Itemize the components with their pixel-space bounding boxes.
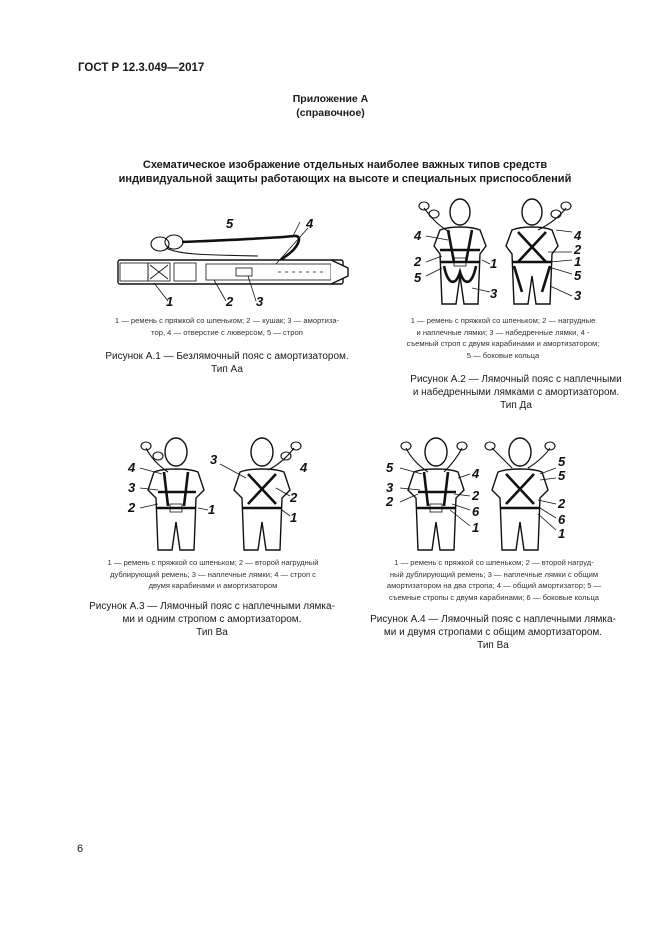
fig-a2-callout-3-back: 3	[574, 288, 582, 303]
fig-a4-callout-6-back: 6	[558, 512, 566, 527]
fig-a1-legend-line: 1 — ремень с пряжкой со шпеньком; 2 — кушак; 3 — амортиза-	[114, 316, 340, 325]
fig-a4-legend-line: съемные стропы с двумя карабинами; 6 — боковые кольца	[388, 592, 600, 602]
fig-a4-legend-line: 1 — ремень с пряжкой со шпеньком; 2 — второй нагруд-	[394, 558, 594, 567]
figure-a3-drawing	[118, 434, 318, 552]
annex-heading	[0, 92, 661, 120]
fig-a2-callout-1-front: 1	[490, 256, 498, 271]
fig-a2-callout-3-front: 3	[490, 286, 498, 301]
fig-a4-legend-line: амортизатором на два стропа; 4 — общий амортизатор; 5 —	[386, 581, 602, 590]
section-title-line-1: Схематическое изображение отдельных наиболее важных типов средств	[142, 159, 548, 171]
fig-a3-legend-line: двумя карабинами и амортизатором	[148, 581, 278, 590]
figure-a2-legend	[388, 315, 618, 361]
fig-a4-callout-3-front: 3	[386, 480, 394, 495]
fig-a1-legend-line: тор, 4 — отверстие с люверсом, 5 — строп	[151, 327, 303, 337]
fig-a3-callout-3-back: 3	[210, 452, 218, 467]
fig-a4-caption-line: ми и двумя стропами с общим амортизатором.	[383, 627, 603, 638]
fig-a2-callout-4-back: 4	[574, 228, 582, 243]
fig-a4-callout-2-back: 2	[558, 496, 566, 511]
annex-subtitle: (справочное)	[296, 107, 365, 119]
figure-a4-legend	[358, 557, 630, 603]
figure-a1-legend	[86, 315, 368, 338]
fig-a3-callout-2-back: 2	[290, 490, 298, 505]
fig-a4-callout-2-front: 2	[386, 494, 394, 509]
fig-a4-callout-1-front: 1	[472, 520, 480, 535]
fig-a2-callout-2-back: 2	[574, 242, 582, 257]
fig-a2-caption-line: и набедренными лямками с амортизатором.	[412, 387, 620, 398]
fig-a3-callout-3-front: 3	[128, 480, 136, 495]
fig-a3-callout-4-front: 4	[128, 460, 136, 475]
fig-a1-callout-4: 4	[306, 216, 314, 231]
figure-a4-drawing	[380, 434, 580, 552]
fig-a4-callout-5-front: 5	[386, 460, 394, 475]
fig-a4-callout-5b-back: 5	[558, 468, 566, 483]
figure-a4-caption	[350, 613, 636, 652]
fig-a3-callout-4-back: 4	[300, 460, 308, 475]
fig-a4-callout-1-back: 1	[558, 526, 566, 541]
fig-a3-legend-line: дублирующий ремень; 3 — наплечные лямки; 4 — строп с	[110, 569, 316, 579]
fig-a4-legend-line: ный дублирующий ремень; 3 — наплечные лямки с общим	[389, 569, 599, 579]
fig-a3-caption-line: Рисунок А.3 — Лямочный пояс с наплечными лямка-	[89, 601, 335, 612]
fig-a3-callout-1-front: 1	[208, 502, 216, 517]
fig-a2-callout-5-back: 5	[574, 268, 582, 283]
section-title	[60, 158, 630, 186]
fig-a1-callout-5: 5	[226, 216, 234, 231]
fig-a4-callout-5-back: 5	[558, 454, 566, 469]
fig-a4-caption-line: Рисунок А.4 — Лямочный пояс с наплечными лямка-	[370, 614, 616, 625]
fig-a1-caption-line: Тип Аа	[211, 364, 243, 375]
section-title-line-2: индивидуальной защиты работающих на высоте и специальных приспособлений	[118, 173, 572, 185]
fig-a3-caption-line: ми и одним стропом с амортизатором.	[122, 614, 302, 625]
fig-a2-callout-2-front: 2	[414, 254, 422, 269]
fig-a4-callout-2b-front: 2	[472, 488, 480, 503]
figure-a3-caption	[78, 600, 346, 639]
fig-a2-callout-1-back: 1	[574, 254, 582, 269]
figure-a1-drawing	[108, 208, 358, 310]
fig-a1-callout-2: 2	[226, 294, 234, 309]
fig-a2-caption-line: Тип Да	[500, 400, 532, 411]
fig-a4-callout-6-front: 6	[472, 504, 480, 519]
fig-a1-callout-3: 3	[256, 294, 264, 309]
fig-a1-caption-line: Рисунок А.1 — Безлямочный пояс с амортизатором.	[105, 351, 349, 362]
fig-a2-caption-line: Рисунок А.2 — Лямочный пояс с наплечными	[410, 374, 622, 385]
fig-a2-legend-line: 5 — боковые кольца	[466, 350, 540, 360]
fig-a2-legend-line: 1 — ремень с пряжкой со шпеньком; 2 — нагрудные	[410, 316, 596, 325]
page-number: 6	[77, 843, 84, 855]
fig-a2-legend-line: съемный строп с двумя карабинами и амортизатором;	[406, 339, 600, 348]
figure-a3-legend	[86, 557, 340, 592]
fig-a3-callout-1-back: 1	[290, 510, 298, 525]
fig-a3-legend-line: 1 — ремень с пряжкой со шпеньком; 2 — второй нагрудный	[107, 558, 319, 567]
fig-a2-callout-5-front: 5	[414, 270, 422, 285]
fig-a1-callout-1: 1	[166, 294, 174, 309]
fig-a2-callout-4-front: 4	[414, 228, 422, 243]
figure-a1-caption	[60, 350, 394, 376]
figure-a2-drawing	[410, 196, 590, 310]
figure-a2-caption	[388, 373, 644, 412]
fig-a3-callout-2-front: 2	[128, 500, 136, 515]
annex-title: Приложение А	[292, 93, 369, 105]
fig-a4-caption-line: Тип Ва	[477, 640, 509, 651]
fig-a2-legend-line: и наплечные лямки; 3 — набедренные лямки, 4 -	[416, 327, 590, 337]
document-header: ГОСТ Р 12.3.049—2017	[78, 62, 205, 74]
fig-a3-caption-line: Тип Ва	[196, 627, 228, 638]
fig-a4-callout-4-front: 4	[472, 466, 480, 481]
